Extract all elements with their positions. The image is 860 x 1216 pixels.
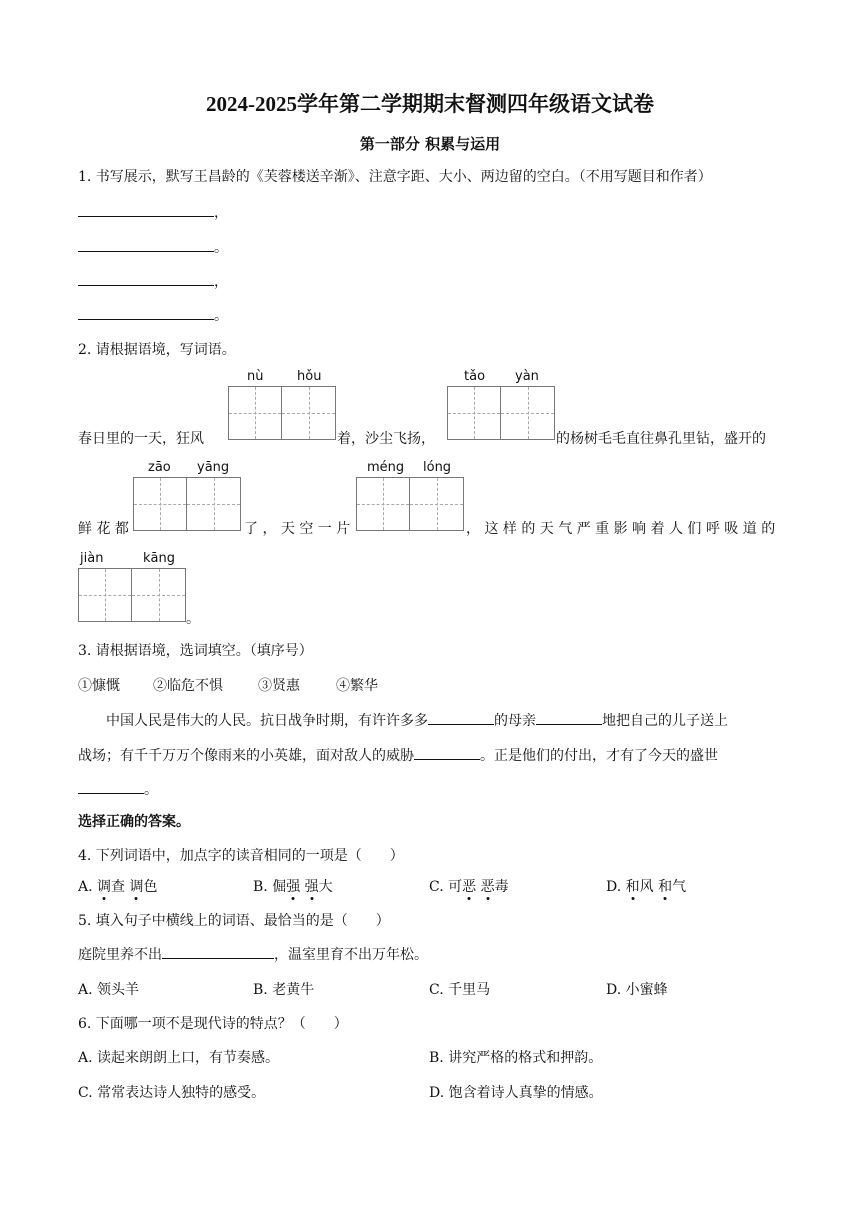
tianzige-taoyan[interactable] xyxy=(447,386,555,440)
q3-para-line-2: 战场；有千千万万个像雨来的小英雄，面对敌人的威胁 。正是他们的付出，才有了今天的盛世 xyxy=(78,745,718,765)
q2-text-1c: 的杨树毛毛直往鼻孔里钻，盛开的 xyxy=(556,431,766,447)
q3-para-line-3: 。 xyxy=(78,779,158,799)
part-heading: 第一部分 积累与运用 xyxy=(359,135,501,153)
q4-option-b[interactable]: B. 倔强 强大 xyxy=(253,879,333,895)
q5-option-d[interactable]: D. 小蜜蜂 xyxy=(606,982,668,998)
question-4: 4. 下列词语中，加点字的读音相同的一项是（ ） xyxy=(78,848,404,864)
q2-text-2b: 了 ， 天 空 一 片 xyxy=(244,521,351,537)
tianzige-jiankang[interactable] xyxy=(78,568,186,622)
pinyin-yan: yàn xyxy=(515,369,539,384)
answer-line-2[interactable]: 。 xyxy=(78,237,228,257)
pinyin-long: lóng xyxy=(423,460,452,475)
pinyin-nu: nù xyxy=(247,369,264,384)
section-heading: 选择正确的答案。 xyxy=(78,814,190,830)
q2-text-1b: 着，沙尘飞扬， xyxy=(337,431,435,447)
pinyin-yang: yāng xyxy=(197,460,230,475)
pinyin-zao: zāo xyxy=(148,460,171,475)
answer-line-3[interactable]: ， xyxy=(78,271,228,291)
answer-line-4[interactable]: 。 xyxy=(78,305,228,325)
question-3: 3. 请根据语境，选词填空。（填序号） xyxy=(78,643,313,659)
q5-sentence: 庭院里养不出 ，温室里育不出万年松。 xyxy=(78,944,428,964)
tianzige-nuhou[interactable] xyxy=(228,386,336,440)
blank-2[interactable] xyxy=(536,710,602,725)
q5-option-b[interactable]: B. 老黄牛 xyxy=(253,982,315,998)
answer-line-1[interactable]: ， xyxy=(78,202,228,222)
q6-option-c[interactable]: C. 常常表达诗人独特的感受。 xyxy=(78,1085,266,1101)
q4-option-d[interactable]: D. 和风 和气 xyxy=(606,879,687,895)
pinyin-jian: jiàn xyxy=(80,551,104,566)
question-6: 6. 下面哪一项不是现代诗的特点？（ ） xyxy=(78,1016,348,1032)
blank-1[interactable] xyxy=(428,710,494,725)
blank-3[interactable] xyxy=(414,745,480,760)
q6-option-a[interactable]: A. 读起来朗朗上口，有节奏感。 xyxy=(78,1050,280,1066)
q3-option-2: ②临危不惧 xyxy=(153,678,223,694)
q5-option-c[interactable]: C. 千里马 xyxy=(429,982,491,998)
q4-option-c[interactable]: C. 可恶 恶毒 xyxy=(429,879,509,895)
q3-option-3: ③贤惠 xyxy=(258,678,300,694)
q3-para-line-1: 中国人民是伟大的人民。抗日战争时期，有许许多多 的母亲 地把自己的儿子送上 xyxy=(106,710,728,730)
question-5: 5. 填入句子中横线上的词语、最恰当的是（ ） xyxy=(78,913,390,929)
tianzige-zaoyang[interactable] xyxy=(133,477,241,531)
pinyin-hou: hǒu xyxy=(297,369,322,384)
question-2: 2. 请根据语境，写词语。 xyxy=(78,342,236,358)
q2-text-2a: 鲜 花 都 xyxy=(78,521,129,537)
pinyin-kang: kāng xyxy=(143,551,175,566)
q3-option-4: ④繁华 xyxy=(336,678,378,694)
q5-blank[interactable] xyxy=(162,944,274,959)
q2-text-1a: 春日里的一天，狂风 xyxy=(78,431,204,447)
pinyin-tao: tǎo xyxy=(464,369,486,384)
q5-option-a[interactable]: A. 领头羊 xyxy=(78,982,140,998)
q6-option-b[interactable]: B. 讲究严格的格式和押韵。 xyxy=(429,1050,603,1066)
q3-option-1: ①慷慨 xyxy=(78,678,120,694)
q2-text-2c: ， 这 样 的 天 气 严 重 影 响 着 人 们 呼 吸 道 的 xyxy=(466,521,776,537)
pinyin-meng: méng xyxy=(367,460,405,475)
tianzige-menglong[interactable] xyxy=(356,477,464,531)
q2-end: 。 xyxy=(186,611,200,627)
q4-option-a[interactable]: A. 调查 调色 xyxy=(78,879,158,895)
blank-4[interactable] xyxy=(78,779,144,794)
exam-title: 2024-2025学年第二学期期末督测四年级语文试卷 xyxy=(206,92,654,116)
question-1: 1. 书写展示，默写王昌龄的《芙蓉楼送辛渐》、注意字距、大小、两边留的空白。（不用写题目和作者） xyxy=(78,169,712,185)
q6-option-d[interactable]: D. 饱含着诗人真挚的情感。 xyxy=(429,1085,603,1101)
